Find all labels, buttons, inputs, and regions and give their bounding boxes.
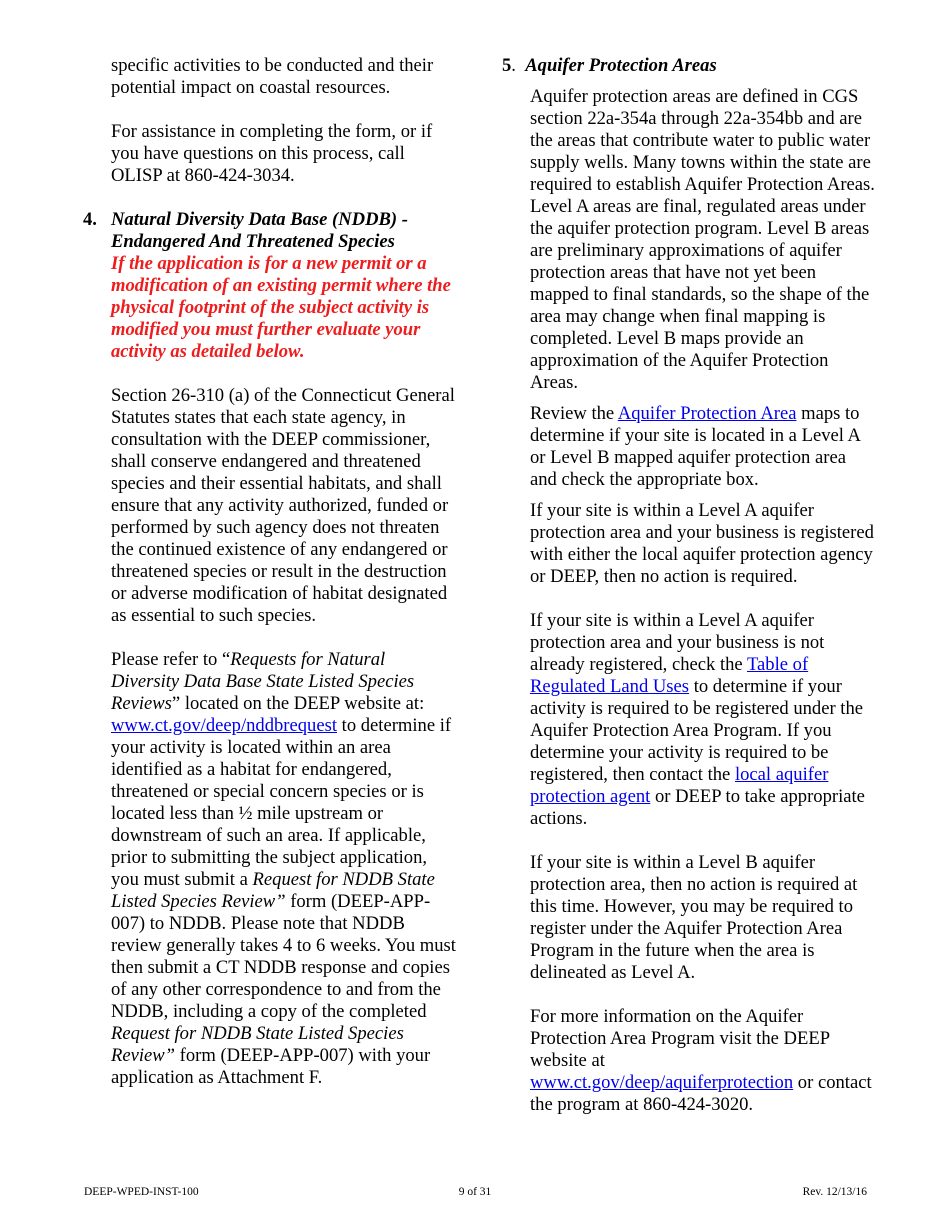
refer-text-3: to determine if your activity is located within an area identified as a habitat for endangered, threatened or special concern species or is located less than ½ mile upstream or downstream of such an area. If applicable, prior to submitting the subject application, you must submit a	[111, 715, 452, 890]
level-a-text-3: or DEEP to take appropriate actions.	[530, 786, 865, 829]
statute-paragraph: Section 26-310 (a) of the Connecticut General Statutes states that each state agency, in consultation with the DEEP commissioner, shall conserve endangered and threatened species and their essential habitats, and shall ensure that any activity authorized, funded or performed by such agency does not threaten the continued existence of any endangered or threatened species or result in the destruction or adverse modification of habitat designated as essential to such species.	[111, 385, 455, 626]
section-4-title: Natural Diversity Data Base (NDDB) - Endangered And Threatened Species	[111, 209, 408, 252]
footer-revision: Rev. 12/13/16	[802, 1186, 867, 1198]
review-text-1: Review the	[530, 403, 618, 424]
nddb-request-link[interactable]: www.ct.gov/deep/nddbrequest	[111, 715, 337, 736]
right-column	[502, 55, 875, 1116]
refer-italic-title: Requests for Natural Diversity Data Base State Listed Species Reviews	[111, 649, 415, 714]
nddb-refer-paragraph	[111, 649, 456, 1089]
level-b-paragraph: If your site is within a Level B aquifer protection area, then no action is required at this time. However, you may be required to register under the Aquifer Protection Area Program in the future when the area is delineated as Level A.	[530, 852, 858, 983]
section-5-heading	[502, 55, 875, 77]
section-4-number: 4.	[83, 209, 97, 230]
level-a-text-1: If your site is within a Level A aquifer protection area and your business is not already registered, check the	[530, 610, 825, 675]
review-text-2: maps to determine if your site is located in a Level A or Level B mapped aquifer protection area and check the appropriate box.	[530, 403, 860, 490]
section-4-heading	[83, 209, 456, 253]
refer-text-2: ” located on the DEEP website at:	[171, 693, 425, 714]
section-5-title: Aquifer Protection Areas	[525, 55, 717, 76]
table-regulated-land-uses-link[interactable]: Table of Regulated Land Uses	[530, 654, 809, 697]
assistance-paragraph: For assistance in completing the form, or if you have questions on this process, call OLISP at 860-424-3034.	[111, 121, 433, 186]
coastal-paragraph-end: specific activities to be conducted and their potential impact on coastal resources.	[111, 55, 434, 98]
section-5-dot: .	[511, 55, 516, 76]
footer-doc-id: DEEP-WPED-INST-100	[84, 1186, 199, 1198]
review-maps-paragraph	[530, 403, 875, 491]
more-info-text-2: or contact the program at 860-424-3020.	[530, 1072, 872, 1115]
aquifer-protection-area-link[interactable]: Aquifer Protection Area	[617, 403, 797, 424]
refer-italic-form-2: Request for NDDB State Listed Species Review”	[111, 1023, 404, 1066]
local-aquifer-agent-link[interactable]: local aquifer protection agent	[530, 764, 829, 807]
section-4-warning: If the application is for a new permit or a modification of an existing permit where the physical footprint of the subject activity is modified you must further evaluate your activity as detailed below.	[111, 253, 451, 362]
refer-text-1: Please refer to “	[111, 649, 231, 670]
refer-italic-form-1: Request for NDDB State Listed Species Review”	[111, 869, 435, 912]
section-5-number: 5	[502, 55, 512, 76]
refer-text-5: form (DEEP-APP-007) with your application as Attachment F.	[111, 1045, 431, 1088]
refer-text-4: form (DEEP-APP-007) to NDDB. Please note that NDDB review generally takes 4 to 6 weeks. You must then submit a CT NDDB response and copies of any other correspondence to and from the NDDB, including a copy of the completed	[111, 891, 456, 1022]
level-a-registered-paragraph: If your site is within a Level A aquifer protection area and your business is registered with either the local aquifer protection agency or DEEP, then no action is required.	[530, 500, 874, 587]
left-column	[83, 55, 456, 1089]
aquifer-protection-website-link[interactable]: www.ct.gov/deep/aquiferprotection	[530, 1072, 794, 1093]
footer-page-number: 9 of 31	[458, 1186, 492, 1198]
level-a-text-2: to determine if your activity is required to be registered under the Aquifer Protection Area Program. If you determine your activity is required to be registered, then contact the	[530, 676, 864, 785]
section-4	[83, 209, 456, 363]
level-a-not-registered-paragraph	[530, 610, 875, 830]
more-info-text-1: For more information on the Aquifer Protection Area Program visit the DEEP website at	[530, 1006, 830, 1071]
more-info-paragraph	[530, 1006, 875, 1116]
aquifer-definition-paragraph: Aquifer protection areas are defined in CGS section 22a-354a through 22a-354bb and are the areas that contribute water to public water supply wells. Many towns within the state are required to establish Aquifer Protection Areas. Level A areas are final, regulated areas under the aquifer protection program. Level B areas are preliminary approximations of aquifer protection areas that have not yet been mapped to final standards, so the shape of the area may change when final mapping is completed. Level B maps provide an approximation of the Aquifer Protection Areas.	[530, 86, 875, 393]
